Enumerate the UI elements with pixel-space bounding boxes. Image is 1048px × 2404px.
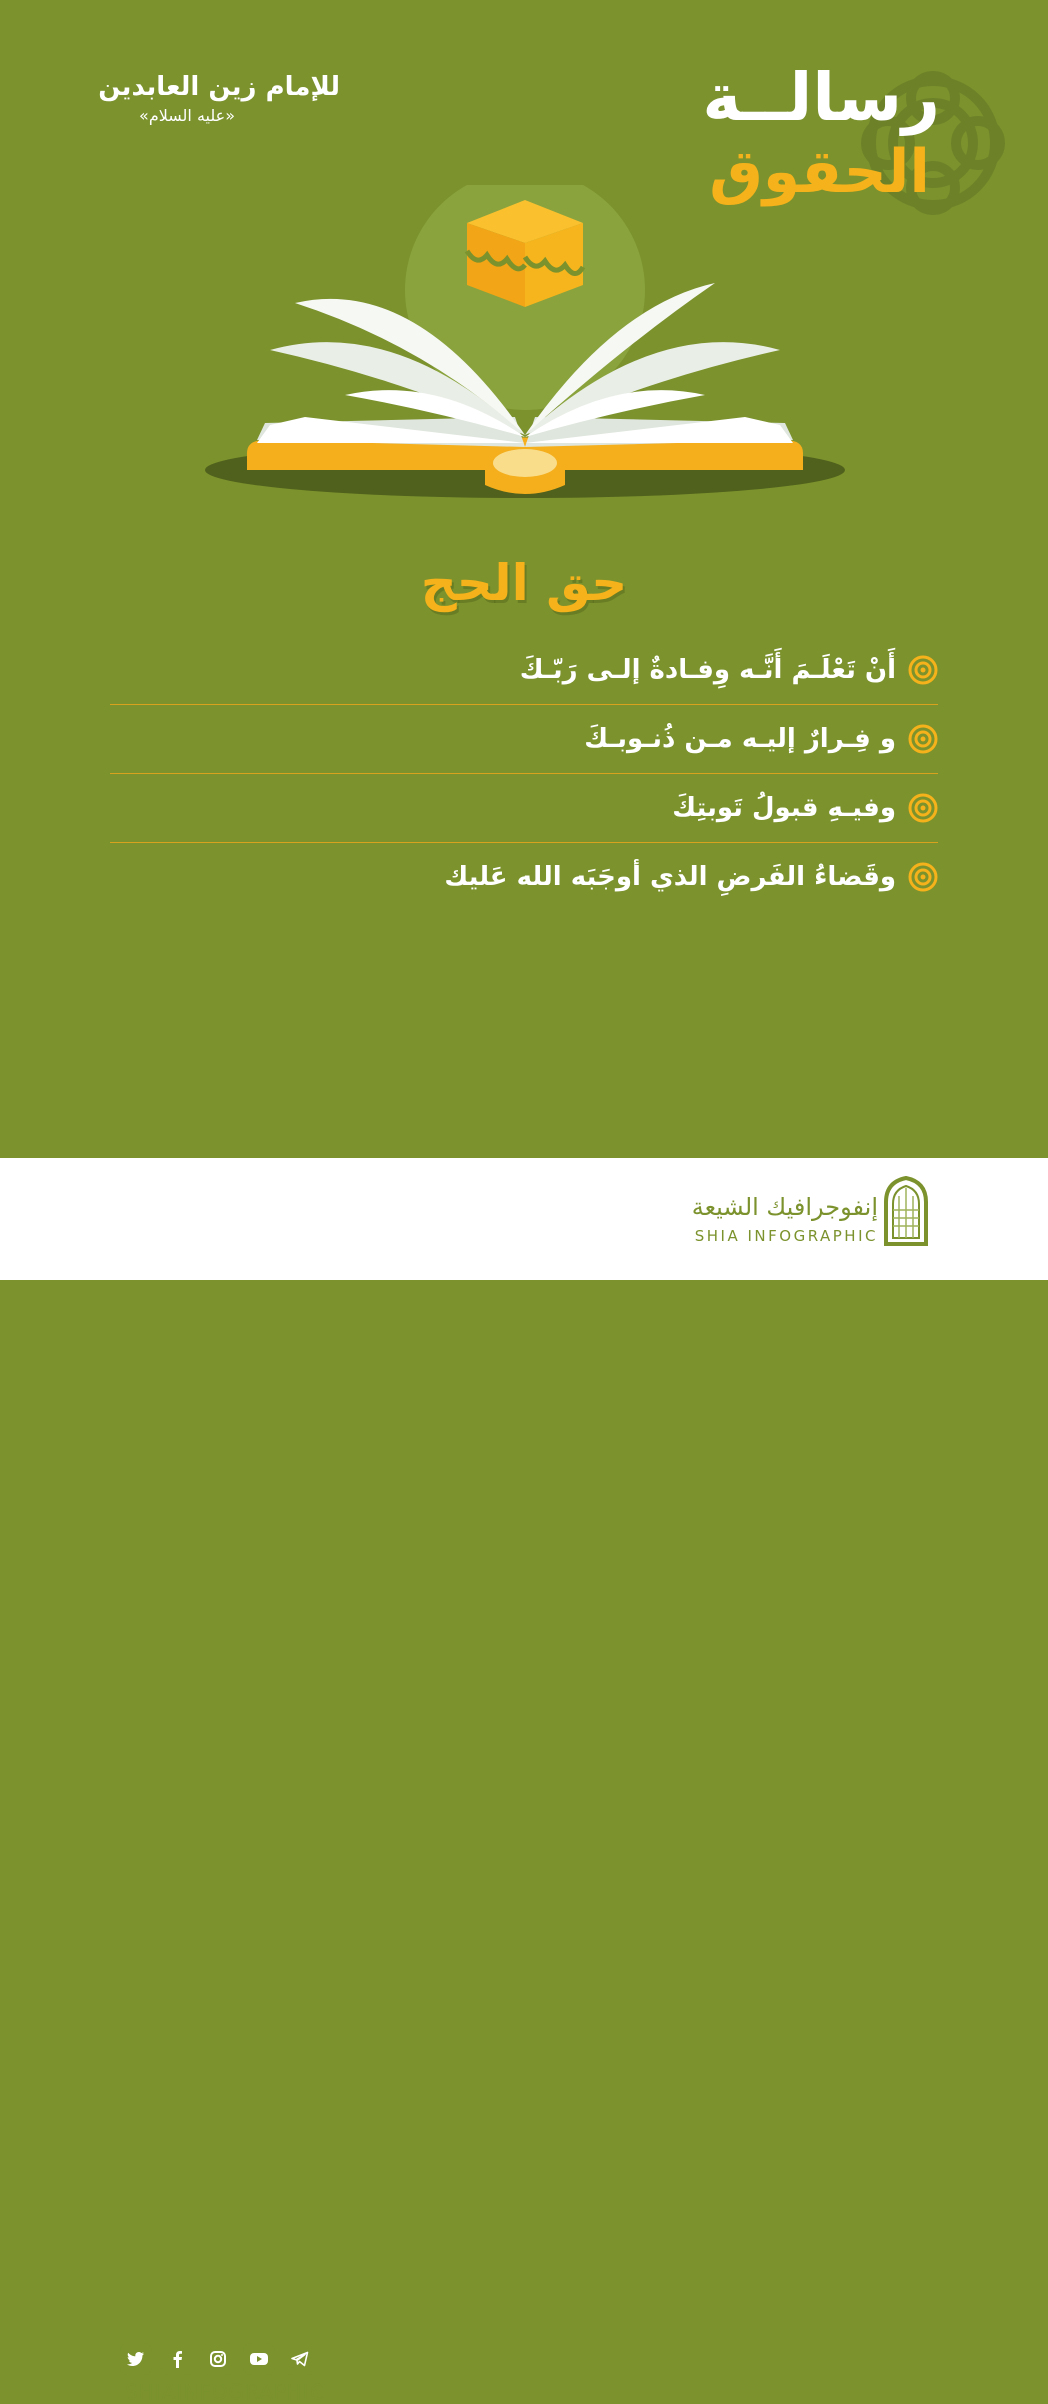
instagram-icon[interactable] xyxy=(202,2343,234,2375)
logo-title-line1: رسالــة xyxy=(702,59,940,136)
brand-name-english: SHIA INFOGRAPHIC xyxy=(694,1227,878,1245)
list-item-text: أَنْ تَعْلَـمَ أَنَّـه وِفـادةٌ إلـى رَبّـكَ xyxy=(519,655,896,685)
brand-name-arabic: إنفوجرافيك الشيعة xyxy=(691,1193,878,1221)
arch-window-icon xyxy=(882,1176,930,1246)
list-item-text: و فِـرارٌ إليـه مـن ذُنـوبـكَ xyxy=(584,724,896,754)
list-item xyxy=(110,705,938,774)
imam-credit xyxy=(60,70,340,128)
youtube-icon[interactable] xyxy=(243,2343,275,2375)
social-handle: SHIAINFOGRAPHIC xyxy=(125,2380,325,2404)
social-links xyxy=(120,2343,330,2375)
rights-list xyxy=(110,636,938,911)
list-item xyxy=(110,636,938,705)
list-item xyxy=(110,843,938,911)
imam-name: للإمام زين العابدين xyxy=(98,72,340,102)
open-book-kaaba-illustration xyxy=(195,185,855,505)
poster-background xyxy=(0,0,1048,1158)
list-item-text: وفيـهِ قبولُ تَوبتِكَ xyxy=(672,793,896,823)
ornament-bullet-icon xyxy=(908,724,938,754)
twitter-icon[interactable] xyxy=(120,2343,152,2375)
ornament-bullet-icon xyxy=(908,655,938,685)
telegram-icon[interactable] xyxy=(284,2343,316,2375)
facebook-icon[interactable] xyxy=(161,2343,193,2375)
list-item-text: وقَضاءُ الفَرضِ الذي أوجَبَه الله عَليك xyxy=(444,862,896,892)
section-title: حق الحج xyxy=(420,554,628,612)
logo-title-line2: الحقوق xyxy=(709,137,930,207)
imam-subtitle: «عليه السلام» xyxy=(139,106,235,125)
list-item xyxy=(110,774,938,843)
ornament-bullet-icon xyxy=(908,862,938,892)
ornament-bullet-icon xyxy=(908,793,938,823)
